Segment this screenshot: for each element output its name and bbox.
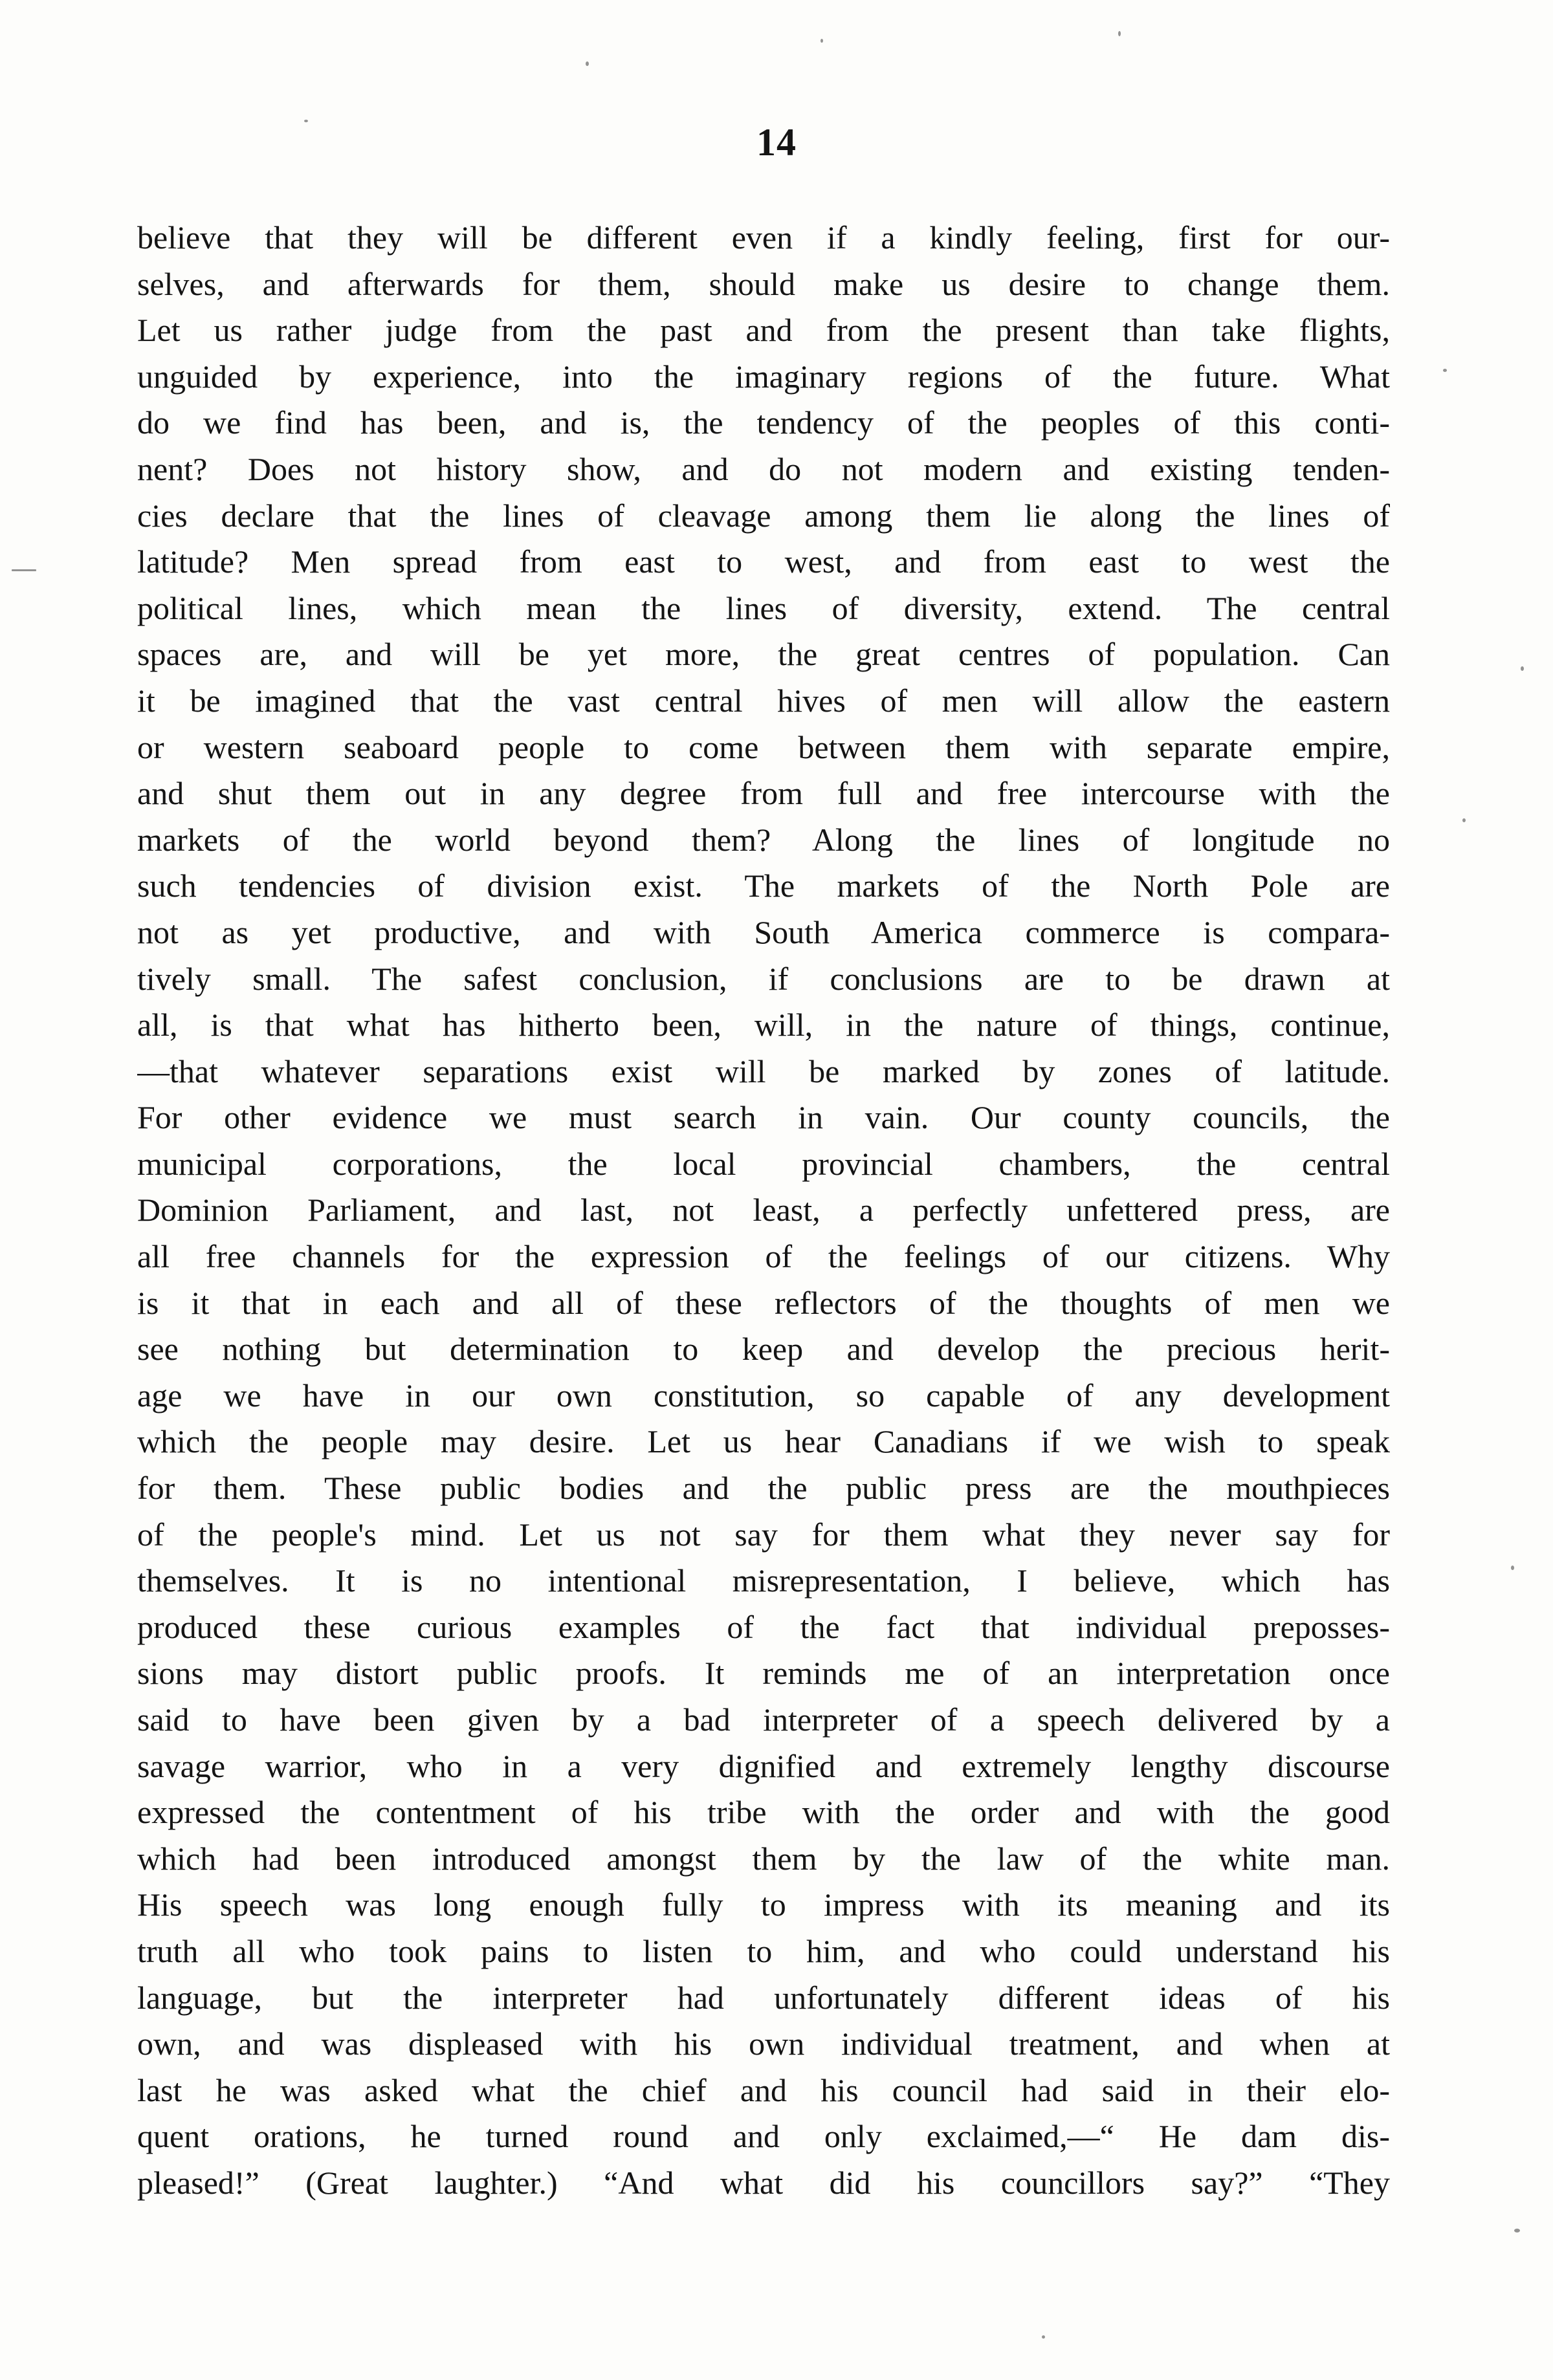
scan-speck xyxy=(821,39,823,43)
text-line: savage warrior, who in a very dignified and extremely lengthy discourse xyxy=(137,1747,1390,1784)
text-line: language, but the interpreter had unfortunately different ideas of his xyxy=(137,1979,1390,2016)
text-line: —that whatever separations exist will be marked by zones of latitude. xyxy=(137,1053,1390,1089)
text-line: it be imagined that the vast central hives of men will allow the eastern xyxy=(137,682,1390,719)
text-line: selves, and afterwards for them, should make us desire to change them. xyxy=(137,265,1390,302)
text-line: age we have in our own constitution, so capable of any development xyxy=(137,1377,1390,1414)
text-line: not as yet productive, and with South America commerce is compara- xyxy=(137,913,1390,950)
scan-speck xyxy=(12,569,36,571)
scan-speck xyxy=(1511,1566,1514,1570)
text-line: which had been introduced amongst them by the law of the white man. xyxy=(137,1840,1390,1877)
text-line: of the people's mind. Let us not say for them what they never say for xyxy=(137,1516,1390,1553)
text-line: truth all who took pains to listen to him, and who could understand his xyxy=(137,1932,1390,1969)
text-line: all, is that what has hitherto been, will, in the nature of things, continue, xyxy=(137,1007,1390,1043)
text-line: expressed the contentment of his tribe with the order and with the good xyxy=(137,1794,1390,1831)
text-line: for them. These public bodies and the public press are the mouthpieces xyxy=(137,1470,1390,1507)
text-line: markets of the world beyond them? Along the lines of longitude no xyxy=(137,821,1390,858)
text-line: such tendencies of division exist. The markets of the North Pole are xyxy=(137,868,1390,904)
text-line: said to have been given by a bad interpreter of a speech delivered by a xyxy=(137,1701,1390,1738)
text-line: cies declare that the lines of cleavage among them lie along the lines of xyxy=(137,497,1390,534)
text-line: tively small. The safest conclusion, if conclusions are to be drawn at xyxy=(137,960,1390,997)
text-line: last he was asked what the chief and his council had said in their elo- xyxy=(137,2071,1390,2108)
text-line: municipal corporations, the local provincial chambers, the central xyxy=(137,1145,1390,1182)
scan-speck xyxy=(1042,2335,1045,2339)
text-line: themselves. It is no intentional misrepresentation, I believe, which has xyxy=(137,1562,1390,1599)
text-line: Dominion Parliament, and last, not least, a perfectly unfettered press, are xyxy=(137,1192,1390,1228)
text-line: produced these curious examples of the fact that individual preposses- xyxy=(137,1608,1390,1645)
text-line: pleased!” (Great laughter.) “And what did his councillors say?” “They xyxy=(137,2164,1390,2201)
page-number: 14 xyxy=(756,121,797,164)
text-line: political lines, which mean the lines of diversity, extend. The central xyxy=(137,589,1390,626)
text-line: unguided by experience, into the imaginary regions of the future. What xyxy=(137,358,1390,395)
scan-speck xyxy=(1521,666,1524,671)
text-line: sions may distort public proofs. It reminds me of an interpretation once xyxy=(137,1655,1390,1692)
scan-speck xyxy=(1462,818,1466,822)
text-line: which the people may desire. Let us hear Canadians if we wish to speak xyxy=(137,1423,1390,1460)
text-line: and shut them out in any degree from full and free intercourse with the xyxy=(137,775,1390,812)
scan-speck xyxy=(586,61,589,66)
text-line: all free channels for the expression of the feelings of our citizens. Why xyxy=(137,1238,1390,1275)
text-line: His speech was long enough fully to impress with its meaning and its xyxy=(137,1886,1390,1923)
text-line: do we find has been, and is, the tendency of the peoples of this conti- xyxy=(137,404,1390,441)
text-line: latitude? Men spread from east to west, and from east to west the xyxy=(137,543,1390,580)
body-text xyxy=(137,215,1390,2207)
text-line: nent? Does not history show, and do not modern and existing tenden- xyxy=(137,450,1390,487)
scan-speck xyxy=(1443,369,1447,372)
text-line: For other evidence we must search in vain. Our county councils, the xyxy=(137,1099,1390,1136)
text-line: spaces are, and will be yet more, the great centres of population. Can xyxy=(137,636,1390,673)
scan-speck xyxy=(1118,31,1121,36)
text-line: is it that in each and all of these reflectors of the thoughts of men we xyxy=(137,1284,1390,1321)
scan-speck xyxy=(1514,2229,1520,2233)
text-line: Let us rather judge from the past and from the present than take flights, xyxy=(137,312,1390,349)
scan-speck xyxy=(304,120,308,122)
text-line: see nothing but determination to keep and develop the precious herit- xyxy=(137,1331,1390,1368)
text-line: own, and was displeased with his own individual treatment, and when at xyxy=(137,2025,1390,2062)
text-line: or western seaboard people to come between them with separate empire, xyxy=(137,728,1390,765)
text-line: quent orations, he turned round and only exclaimed,—“ He dam dis- xyxy=(137,2118,1390,2155)
text-line: believe that they will be different even if a kindly feeling, first for our- xyxy=(137,219,1390,256)
